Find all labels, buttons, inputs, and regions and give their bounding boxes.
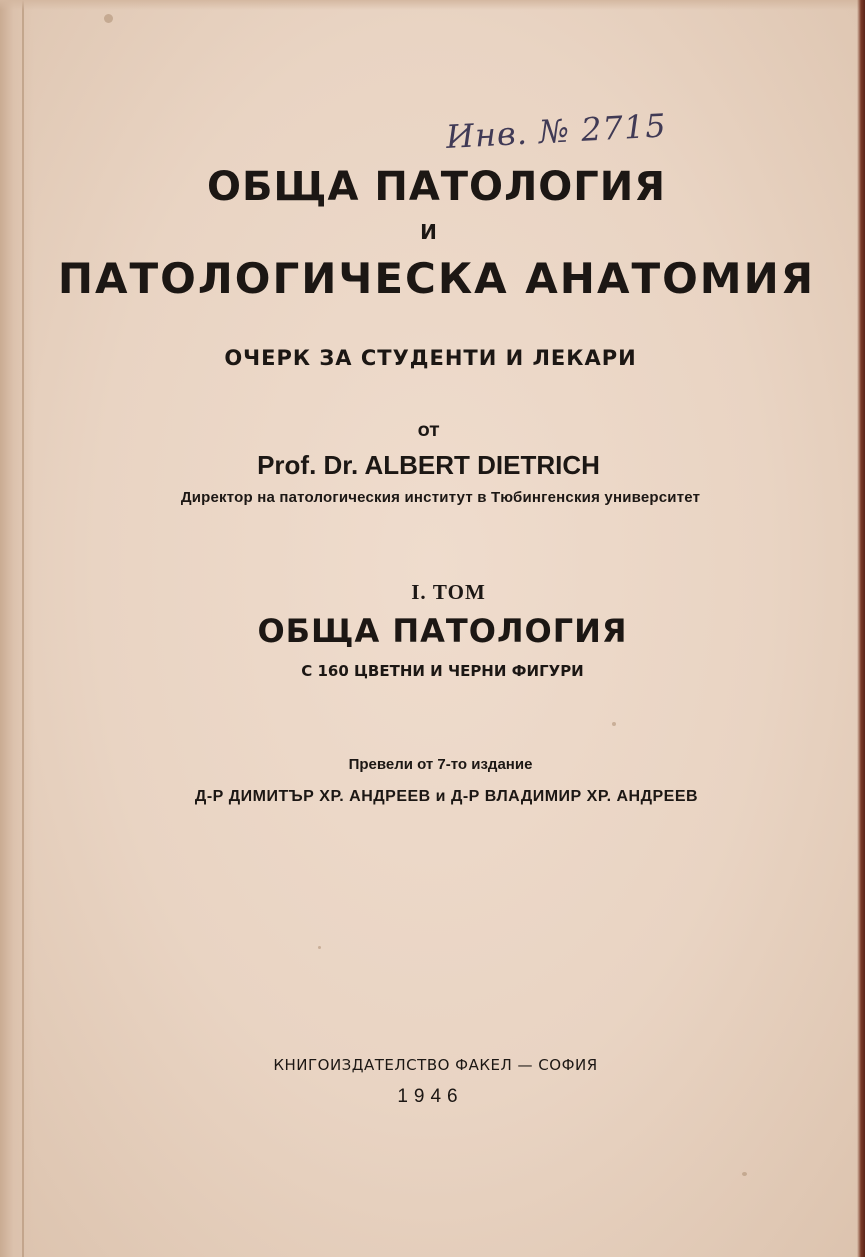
author-name: Prof. Dr. ALBERT DIETRICH — [257, 450, 600, 480]
author-position: Директор на патологическия институт в Тюбингенския университет — [180, 489, 701, 506]
volume-figures-note: С 160 ЦВЕТНИ И ЧЕРНИ ФИГУРИ — [301, 662, 584, 680]
translators: Д-Р ДИМИТЪР ХР. АНДРЕЕВ и Д-Р ВЛАДИМИР ХР. АНДРЕЕВ — [194, 788, 699, 805]
title-line-1: ОБЩА ПАТОЛОГИЯ — [206, 164, 667, 210]
translation-note: Превели от 7-то издание — [348, 756, 533, 773]
by-label: ОТ — [417, 424, 440, 440]
publisher: КНИГОИЗДАТЕЛСТВО ФАКЕЛ — СОФИЯ — [273, 1056, 598, 1074]
top-edge-shading — [0, 0, 865, 10]
title-line-2: ПАТОЛОГИЧЕСКА АНАТОМИЯ — [57, 254, 816, 303]
paper-speck — [318, 946, 321, 949]
paper-speck — [742, 1172, 747, 1176]
title-conjunction: И — [420, 220, 437, 244]
subtitle: ОЧЕРК ЗА СТУДЕНТИ И ЛЕКАРИ — [224, 346, 637, 370]
publication-year: 1946 — [397, 1086, 464, 1107]
volume-title: ОБЩА ПАТОЛОГИЯ — [257, 612, 628, 650]
paper-speck — [612, 722, 616, 726]
handwritten-inventory-note: Инв. № 2715 — [445, 106, 668, 156]
paper-speck — [104, 14, 113, 23]
volume-label: I. ТОМ — [411, 580, 486, 604]
